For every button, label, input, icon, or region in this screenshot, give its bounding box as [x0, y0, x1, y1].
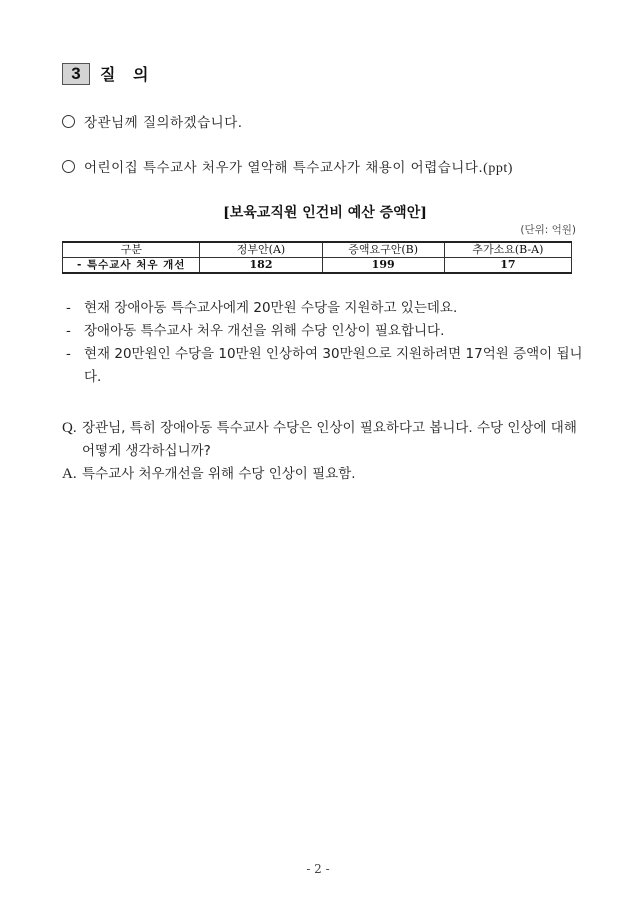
bullet-item: [62, 111, 243, 131]
bullet-text: 장관님께 질의하겠습니다.: [84, 115, 243, 131]
answer: [62, 463, 592, 486]
table-cell: 199: [322, 258, 444, 274]
table-unit-label: (단위: 억원): [520, 224, 576, 236]
detail-item: [66, 343, 586, 389]
column-header: 추가소요(B-A): [444, 242, 571, 258]
question: [62, 417, 592, 463]
section-number-box: 3: [62, 63, 90, 85]
detail-list: [66, 297, 586, 389]
circle-bullet-icon: [62, 160, 75, 173]
section-title: 질 의: [100, 65, 155, 84]
budget-table: [62, 241, 572, 274]
table-cell: 182: [200, 258, 322, 274]
section-heading: [62, 62, 154, 85]
qa-block: [62, 417, 592, 486]
page-number: - 2 -: [306, 862, 330, 876]
table-cell: 17: [444, 258, 571, 274]
ppt-note: (ppt): [483, 161, 513, 176]
question-prefix: Q.: [62, 420, 77, 436]
dash-marker: -: [66, 346, 71, 362]
bullet-item: [62, 156, 513, 177]
column-header: 구분: [63, 242, 200, 258]
detail-item: [66, 320, 586, 343]
question-text: 장관님, 특히 장애아동 특수교사 수당은 인상이 필요하다고 봅니다. 수당 인상에 대해 어떻게 생각하십니까?: [82, 420, 577, 459]
row-label-cell: - 특수교사 처우 개선: [63, 258, 200, 274]
table-row: [63, 258, 572, 274]
table-header-row: [63, 242, 572, 258]
dash-marker: -: [66, 323, 71, 339]
answer-prefix: A.: [62, 466, 77, 482]
table-title: [보육교직원 인건비 예산 증액안]: [223, 205, 427, 221]
detail-text: 장애아동 특수교사 처우 개선을 위해 수당 인상이 필요합니다.: [84, 323, 445, 339]
dash-marker: -: [66, 300, 71, 316]
circle-bullet-icon: [62, 115, 75, 128]
column-header: 정부안(A): [200, 242, 322, 258]
detail-text: 현재 장애아동 특수교사에게 20만원 수당을 지원하고 있는데요.: [84, 300, 458, 316]
detail-item: [66, 297, 586, 320]
column-header: 증액요구안(B): [322, 242, 444, 258]
bullet-text: 어린이집 특수교사 처우가 열악해 특수교사가 채용이 어렵습니다.: [84, 160, 484, 176]
answer-text: 특수교사 처우개선을 위해 수당 인상이 필요함.: [82, 466, 356, 482]
detail-text: 현재 20만원인 수당을 10만원 인상하여 30만원으로 지원하려면 17억원 증액이 됩니다.: [84, 346, 583, 385]
